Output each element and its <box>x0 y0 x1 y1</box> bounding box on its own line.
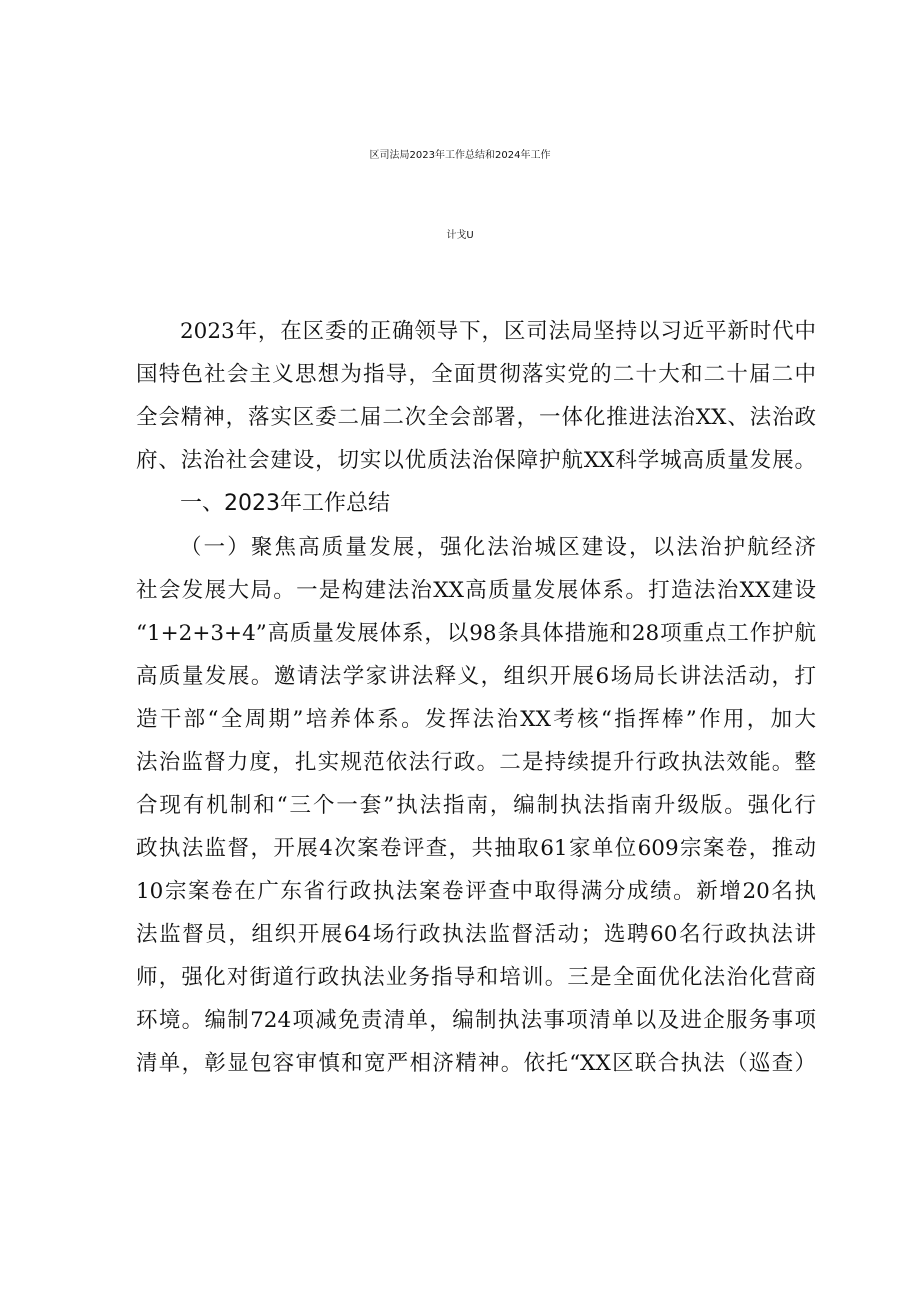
intro-line-1: 2023年，在区委的正确领导下，区司法局坚持以习近平新时代中 <box>180 319 816 344</box>
section-line-7: 合现有机制和“三个一套”执法指南，编制执法指南升级版。强化行 <box>136 793 816 818</box>
section-line-10: 法监督员，组织开展64场行政执法监督活动；选聘60名行政执法讲 <box>136 922 816 947</box>
intro-line-3: 全会精神，落实区委二届二次全会部署，一体化推进法治XX、法治政 <box>136 405 816 430</box>
section-line-2: 社会发展大局。一是构建法治XX高质量发展体系。打造法治XX建设 <box>136 578 816 603</box>
intro-line-4: 府、法治社会建设，切实以优质法治保障护航XX科学城高质量发展。 <box>136 448 816 473</box>
section-line-6: 法治监督力度，扎实规范依法行政。二是持续提升行政执法效能。整 <box>136 750 816 775</box>
section-line-4: 高质量发展。邀请法学家讲法释义，组织开展6场局长讲法活动，打 <box>136 664 816 689</box>
section-line-5: 造干部“全周期”培养体系。发挥法治XX考核“指挥棒”作用，加大 <box>136 707 816 732</box>
section-line-9: 10宗案卷在广东省行政执法案卷评查中取得满分成绩。新增20名执 <box>136 879 816 904</box>
section-line-12: 环境。编制724项减免责清单，编制执法事项清单以及进企服务事项 <box>136 1008 816 1033</box>
section-line-11: 师，强化对街道行政执法业务指导和培训。三是全面优化法治化营商 <box>136 965 816 990</box>
section-line-3: “1+2+3+4”高质量发展体系，以98条具体措施和28项重点工作护航 <box>136 621 816 646</box>
document-title-line-1: 区司法局2023年工作总结和2024年工作 <box>369 150 551 161</box>
section-line-13: 清单，彰显包容审慎和宽严相济精神。依托“XX区联合执法（巡查） <box>136 1051 816 1076</box>
section-heading: 一、2023年工作总结 <box>180 491 390 516</box>
document-title-line-2: 计戈U <box>446 230 474 241</box>
intro-line-2: 国特色社会主义思想为指导，全面贯彻落实党的二十大和二十届二中 <box>136 362 816 387</box>
section-line-1: （一）聚焦高质量发展，强化法治城区建设，以法治护航经济 <box>180 535 816 560</box>
section-line-8: 政执法监督，开展4次案卷评查，共抽取61家单位609宗案卷，推动 <box>136 836 816 861</box>
